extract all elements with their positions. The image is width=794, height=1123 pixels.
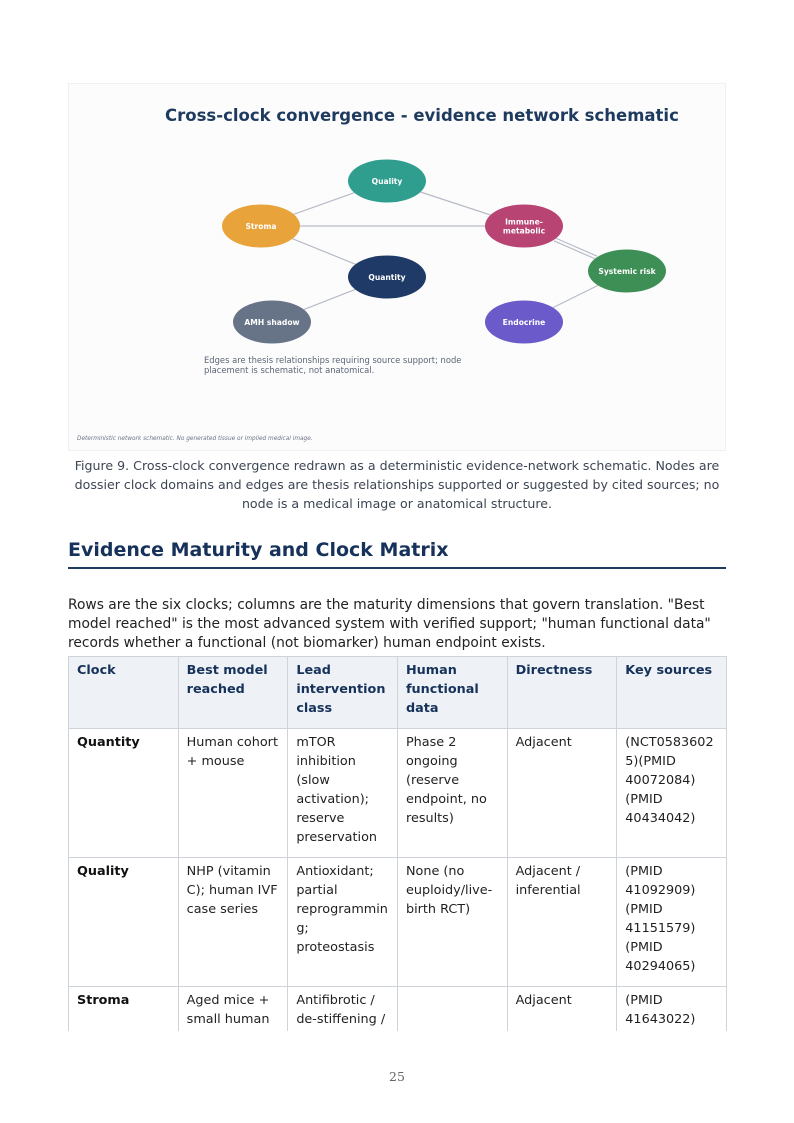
figure-caption: Figure 9. Cross-clock convergence redrawn as a deterministic evidence-network schematic. Nodes are dossier clock domains and edges are thesis relationships supported or suggested by cited sources; no node is a medical image or anatomical structure. [74, 458, 720, 511]
page-break-mask [60, 1031, 740, 1071]
cell-best-model: Aged mice + small human [178, 987, 288, 1062]
cell-directness: Adjacent [507, 729, 617, 858]
evidence-network-diagram [69, 84, 727, 452]
node-label-immune: Immune-metabolic [502, 217, 546, 236]
node-label-quantity: Quantity [368, 273, 406, 282]
node-stroma [222, 205, 300, 248]
table-row [69, 858, 727, 987]
page-number: 25 [389, 1069, 405, 1084]
cell-lead-intervention: mTOR inhibition (slow activation); reserve preservation [288, 729, 398, 858]
header-directness: Directness [507, 657, 617, 729]
edge-stroma-quantity [292, 239, 355, 265]
edge-immune-systemic [554, 241, 596, 259]
cell-clock: Stroma [69, 987, 179, 1062]
cell-clock: Quantity [69, 729, 179, 858]
figure-title: Cross-clock convergence - evidence network schematic [165, 106, 679, 125]
node-systemic [588, 250, 666, 293]
table-row [69, 729, 727, 858]
cell-key-sources: (PMID 41643022) [617, 987, 727, 1062]
header-human-functional: Human functional data [397, 657, 507, 729]
node-quantity [348, 256, 426, 299]
node-label-quality: Quality [371, 177, 403, 186]
figure-note: Edges are thesis relationships requiring source support; node placement is schematic, not anatomical. [204, 355, 462, 375]
node-amh [233, 301, 311, 344]
cell-clock: Quality [69, 858, 179, 987]
header-clock: Clock [69, 657, 179, 729]
figure-footer: Deterministic network schematic. No generated tissue or implied medical image. [77, 436, 313, 442]
node-endocrine [485, 301, 563, 344]
cell-key-sources: (NCT05836025)(PMID 40072084)(PMID 40434042) [617, 729, 727, 858]
figure-panel [68, 83, 726, 451]
node-label-systemic: Systemic risk [598, 267, 656, 276]
node-label-endocrine: Endocrine [502, 318, 546, 327]
node-label-stroma: Stroma [245, 222, 277, 231]
section-intro: Rows are the six clocks; columns are the maturity dimensions that govern translation. "Best model reached" is the most advanced system with verified support; "human functional data" records whether a functional (not biomarker) human endpoint exists. [68, 596, 711, 651]
cell-human-functional: None (no euploidy/live-birth RCT) [397, 858, 507, 987]
edge-quality-immune [421, 192, 491, 215]
table-header-row [69, 657, 727, 729]
cell-best-model: NHP (vitamin C); human IVF case series [178, 858, 288, 987]
cell-directness: Adjacent [507, 987, 617, 1062]
edge-immune-systemic [555, 238, 597, 256]
cell-human-functional: Phase 2 ongoing (reserve endpoint, no results) [397, 729, 507, 858]
edge-systemic-endocrine [553, 285, 598, 307]
header-lead-intervention: Lead intervention class [288, 657, 398, 729]
node-immune [485, 205, 563, 248]
edge-quantity-amh [304, 289, 355, 309]
evidence-matrix-table [68, 656, 727, 1062]
header-best-model: Best model reached [178, 657, 288, 729]
header-key-sources: Key sources [617, 657, 727, 729]
node-label-amh: AMH shadow [244, 318, 300, 327]
cell-directness: Adjacent / inferential [507, 858, 617, 987]
cell-lead-intervention: Antioxidant; partial reprogramming; proteostasis [288, 858, 398, 987]
edge-stroma-quality [294, 193, 355, 215]
cell-key-sources: (PMID 41092909)(PMID 41151579)(PMID 40294065) [617, 858, 727, 987]
cell-best-model: Human cohort + mouse [178, 729, 288, 858]
section-heading: Evidence Maturity and Clock Matrix [68, 539, 726, 569]
node-quality [348, 160, 426, 203]
cell-lead-intervention: Antifibrotic / de-stiffening / [288, 987, 398, 1062]
